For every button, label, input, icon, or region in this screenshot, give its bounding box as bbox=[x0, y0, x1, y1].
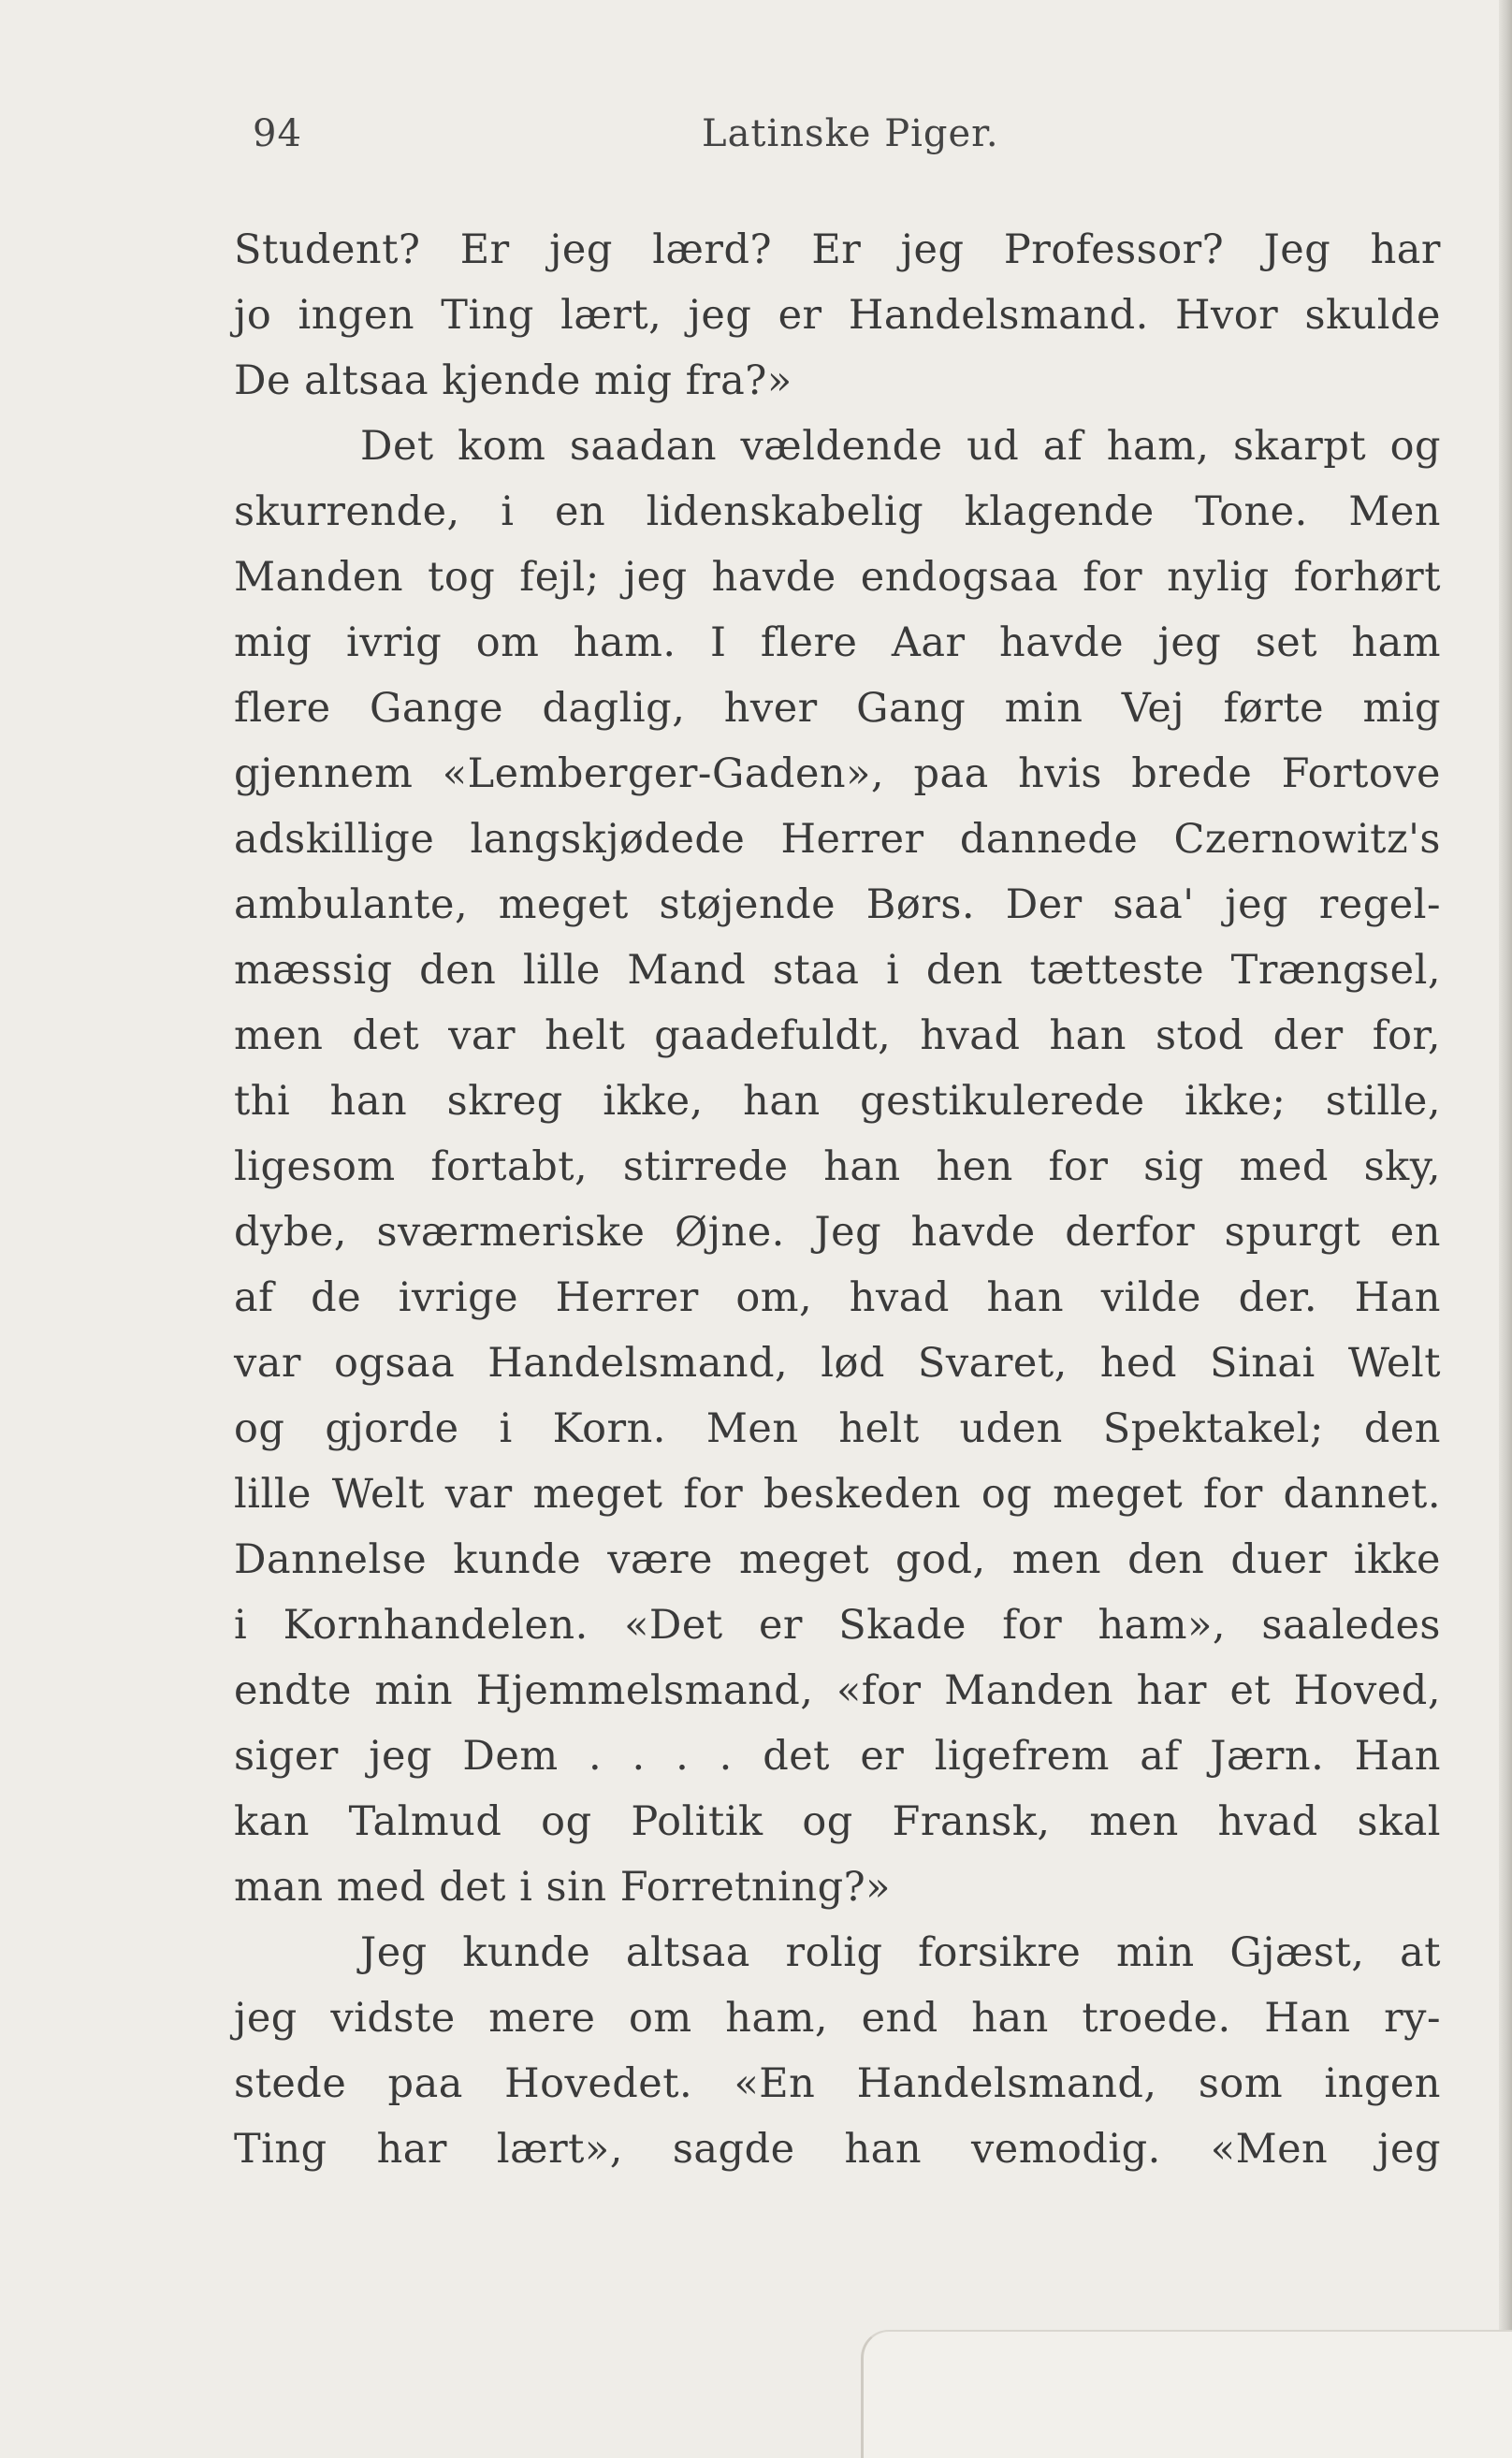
text-line: thi han skreg ikke, han gestikulerede ikke; stille, bbox=[234, 1078, 1441, 1125]
text-line: siger jeg Dem . . . . det er ligefrem af Jærn. Han bbox=[234, 1733, 1441, 1780]
page-number: 94 bbox=[253, 112, 302, 155]
text-line: endte min Hjemmelsmand, «for Manden har et Hoved, bbox=[234, 1667, 1441, 1714]
text-line: af de ivrige Herrer om, hvad han vilde der. Han bbox=[234, 1274, 1441, 1321]
text-line: ambulante, meget støjende Børs. Der saa' jeg regel- bbox=[234, 881, 1441, 928]
text-line: Det kom saadan vældende ud af ham, skarpt og bbox=[360, 423, 1441, 470]
text-line: jeg vidste mere om ham, end han troede. Han ry- bbox=[234, 1995, 1441, 2042]
text-line: man med det i sin Forretning?» bbox=[234, 1864, 891, 1911]
text-line: flere Gange daglig, hver Gang min Vej førte mig bbox=[234, 685, 1441, 732]
text-line: mig ivrig om ham. I flere Aar havde jeg set ham bbox=[234, 619, 1441, 666]
text-line: lille Welt var meget for beskeden og meget for dannet. bbox=[234, 1471, 1441, 1518]
text-line: De altsaa kjende mig fra?» bbox=[234, 357, 792, 404]
text-line: mæssig den lille Mand staa i den tætteste Trængsel, bbox=[234, 947, 1441, 994]
text-line: Student? Er jeg lærd? Er jeg Professor? Jeg har bbox=[234, 226, 1441, 273]
text-line: og gjorde i Korn. Men helt uden Spektakel; den bbox=[234, 1405, 1441, 1452]
text-line: ligesom fortabt, stirrede han hen for sig med sky, bbox=[234, 1143, 1441, 1190]
text-line: skurrende, i en lidenskabelig klagende Tone. Men bbox=[234, 488, 1441, 535]
text-line: dybe, sværmeriske Øjne. Jeg havde derfor spurgt en bbox=[234, 1209, 1441, 1256]
page-header bbox=[253, 112, 1403, 168]
text-line: i Kornhandelen. «Det er Skade for ham», saaledes bbox=[234, 1602, 1441, 1649]
page-edge bbox=[1499, 0, 1512, 2456]
text-line: men det var helt gaadefuldt, hvad han stod der for, bbox=[234, 1012, 1441, 1059]
text-line: Dannelse kunde være meget god, men den duer ikke bbox=[234, 1536, 1441, 1583]
text-line: gjennem «Lemberger-Gaden», paa hvis brede Fortove bbox=[234, 750, 1441, 797]
text-line: var ogsaa Handelsmand, lød Svaret, hed Sinai Welt bbox=[234, 1340, 1441, 1387]
page-shadow-mark bbox=[861, 2330, 1512, 2458]
text-line: adskillige langskjødede Herrer dannede Czernowitz's bbox=[234, 816, 1441, 863]
text-line: Ting har lært», sagde han vemodig. «Men jeg bbox=[234, 2126, 1441, 2173]
text-line: kan Talmud og Politik og Fransk, men hvad skal bbox=[234, 1798, 1441, 1845]
text-line: Jeg kunde altsaa rolig forsikre min Gjæst, at bbox=[360, 1929, 1441, 1976]
text-line: Manden tog fejl; jeg havde endogsaa for nylig forhørt bbox=[234, 554, 1441, 601]
text-line: stede paa Hovedet. «En Handelsmand, som ingen bbox=[234, 2060, 1441, 2107]
body-text bbox=[234, 217, 1441, 2182]
text-line: jo ingen Ting lært, jeg er Handelsmand. Hvor skulde bbox=[234, 292, 1441, 339]
running-title: Latinske Piger. bbox=[702, 112, 999, 155]
